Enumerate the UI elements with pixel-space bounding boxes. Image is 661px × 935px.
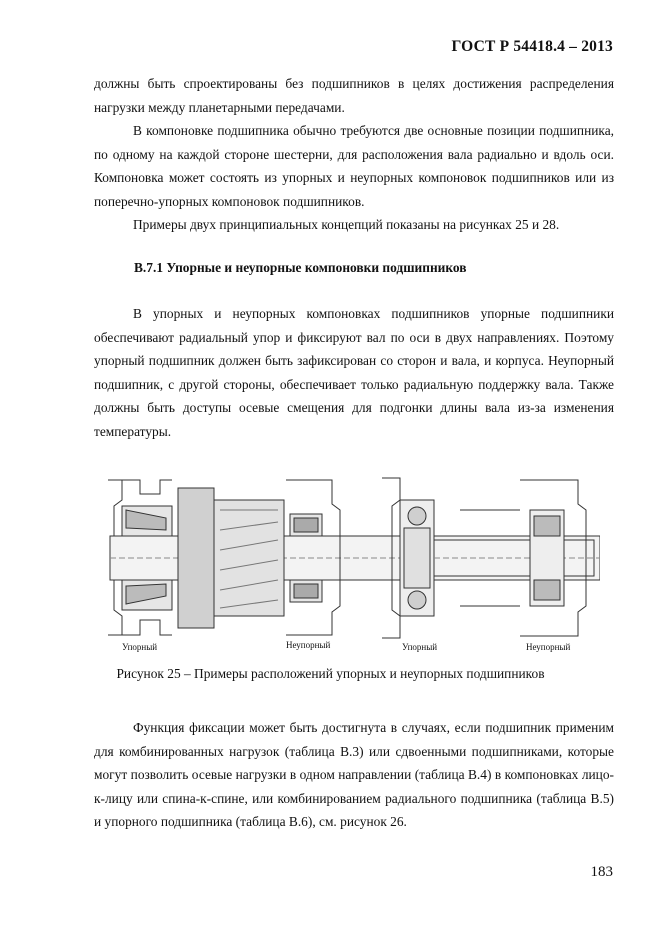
document-header: ГОСТ Р 54418.4 – 2013 bbox=[451, 38, 613, 55]
paragraph-5: Функция фиксации может быть достигнута в случаях, если подшипник применим для комбинированных нагрузок (таблица В.3) или сдвоенными подшипниками, которые могут позволить осевые нагрузки в одном направлении (таблица В.4) в компоновках лицо-к-лицу или спина-к-спине, или комбинированием радиального подшипника (таблица В.5) и упорного подшипника (таблица В.6), см. рисунок 26. bbox=[94, 720, 614, 830]
label-left-fixed: Упорный bbox=[122, 642, 158, 652]
label-right-floating: Неупорный bbox=[526, 642, 571, 652]
page-number: 183 bbox=[590, 864, 613, 880]
figure-caption: Рисунок 25 – Примеры расположений упорных и неупорных подшипников bbox=[116, 666, 545, 681]
right-bearing-drawing bbox=[382, 478, 594, 638]
section-heading: В.7.1 Упорные и неупорные компоновки подшипников bbox=[134, 260, 467, 275]
paragraph-4: В упорных и неупорных компоновках подшипников упорные подшипники обеспечивают радиальный упор и фиксируют вал по оси в двух направлениях. Поэтому упорный подшипник должен быть зафиксирован со сторон и вала, и корпуса. Неупорный подшипник, с другой стороны, обеспечивает только радиальную поддержку вала. Также должны быть доступы осевые смещения для подгонки длины вала из-за изменения температуры. bbox=[94, 306, 614, 439]
label-left-floating: Неупорный bbox=[286, 640, 331, 650]
paragraph-2: В компоновке подшипника обычно требуются две основные позиции подшипника, по одному на каждой стороне шестерни, для расположения вала радиально и вдоль оси. Компоновка может состоять из упорных и неупорных компоновок подшипников или из поперечно-упорных компоновок подшипников. bbox=[94, 123, 614, 209]
label-right-fixed: Упорный bbox=[402, 642, 438, 652]
bearing-figure bbox=[100, 470, 600, 660]
paragraph-3: Примеры двух принципиальных концепций показаны на рисунках 25 и 28. bbox=[133, 217, 560, 232]
bearing-drawings bbox=[100, 470, 600, 660]
paragraph-1: должны быть спроектированы без подшипников в целях достижения распределения нагрузки между планетарными передачами. bbox=[94, 76, 614, 115]
